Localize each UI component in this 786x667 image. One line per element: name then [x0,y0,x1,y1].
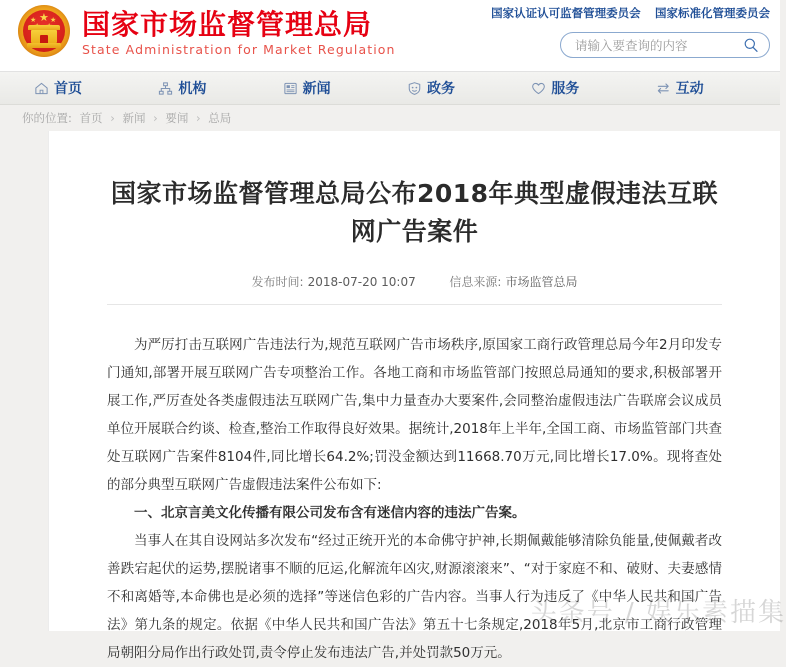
article-card [48,131,786,661]
publish-time-label: 发布时间: [251,275,304,289]
breadcrumb-separator: › [196,111,201,125]
article-paragraph: 当事人在其自设网站多次发布“经过正统开光的本命佛守护神,长期佩戴能够清除负能量,使佩戴者改善跌宕起伏的运势,摆脱诸事不顺的厄运,化解流年凶灾,财源滚滚来”、“对于家庭不和、破财、夫妻感情不和离婚等,本命佛也是必须的选择”等迷信色彩的广告内容。当事人行为违反了《中华人民共和国广告法》第九条的规定。依据《中华人民共和国广告法》第五十七条规定,2018年5月,北京市工商行政管理局朝阳分局作出行政处罚,责令停止发布违法广告,并处罚款50万元。 [107,533,722,661]
nav-item-home[interactable] [34,78,158,98]
nav-label-interaction: 互动 [675,81,704,97]
nav-label-government-affairs: 政务 [426,81,455,97]
page-title: 国家市场监督管理总局公布2018年典型虚假违法互联网广告案件 [110,179,719,246]
site-logo[interactable] [14,2,396,62]
news-document-icon [283,81,298,96]
nav-item-organization[interactable] [158,78,282,98]
heart-icon [531,81,546,96]
breadcrumb-separator: › [153,111,158,125]
breadcrumb-label: 你的位置: [22,111,72,125]
search-icon[interactable] [743,37,759,53]
breadcrumb-bar [0,105,780,131]
main-navigation [0,72,780,105]
breadcrumb-item-news[interactable]: 新闻 [122,111,146,125]
exchange-arrows-icon [656,81,671,96]
nav-item-news[interactable] [283,78,407,98]
breadcrumb-separator: › [110,111,115,125]
publish-time-value: 2018-07-20 10:07 [307,275,416,289]
top-links [470,6,770,22]
org-chart-icon [158,81,173,96]
top-link-certification[interactable]: 国家认证认可监督管理委员会 [491,8,641,20]
search-input[interactable] [575,38,743,53]
nav-item-government-affairs[interactable] [407,78,531,98]
nav-item-interaction[interactable] [656,78,780,98]
meta-divider [107,304,722,305]
banner-right-area [470,6,770,58]
publish-time-group [252,273,416,290]
china-national-emblem-icon: ★ ★ ★ [14,2,74,62]
site-banner [0,0,780,72]
site-title-en: State Administration for Market Regulation [82,42,396,57]
site-title-cn: 国家市场监督管理总局 [82,8,373,41]
watermark: 头条号 / 娱乐素描集 [530,598,786,628]
article-body [107,331,722,667]
breadcrumb-item-headlines[interactable]: 要闻 [165,111,189,125]
article-paragraph: 为严厉打击互联网广告违法行为,规范互联网广告市场秩序,原国家工商行政管理总局今年2月印发专门通知,部署开展互联网广告专项整治工作。各地工商和市场监管部门按照总局通知的要求,积极部署开展工作,严厉查处各类虚假违法互联网广告,集中力量查办大要案件,会同整治虚假违法广告联席会议成员单位开展联合约谈、检查,整治工作取得良好效果。据统计,2018年上半年,全国工商、市场监管部门共查处互联网广告案件8104件,同比增长64.2%;罚没金额达到11668.70万元,同比增长17.0%。现将查处的部分典型互联网广告虚假违法案件公布如下: [107,337,722,493]
breadcrumb-item-bureau[interactable]: 总局 [208,111,232,125]
source-value: 市场监管总局 [505,275,578,289]
breadcrumb [22,110,231,126]
top-link-standardization[interactable]: 国家标准化管理委员会 [655,8,770,20]
nav-label-news: 新闻 [302,81,331,97]
nav-label-organization: 机构 [178,81,207,97]
shield-icon [407,81,422,96]
article-case-heading: 一、北京言美文化传播有限公司发布含有迷信内容的违法广告案。 [134,505,526,521]
source-label: 信息来源: [449,275,502,289]
nav-item-services[interactable] [531,78,655,98]
search-box[interactable] [560,32,770,58]
article-meta [107,273,722,290]
breadcrumb-item-home[interactable]: 首页 [79,111,103,125]
source-group [449,273,577,290]
nav-label-services: 服务 [551,81,580,97]
home-icon [34,81,49,96]
nav-label-home: 首页 [54,81,82,97]
